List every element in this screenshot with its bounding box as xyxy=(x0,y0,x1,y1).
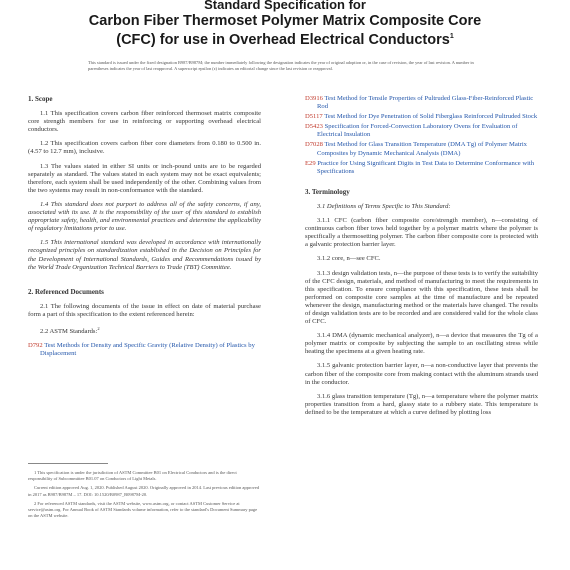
title-line-2: Carbon Fiber Thermoset Polymer Matrix Composite Core xyxy=(88,13,482,29)
para-3-1-1: 3.1.1 CFC (carbon fiber composite core/strength member), n—consisting of continuous carbon fiber tows held together by a polymer matrix where the polymer is specifically a thermosetting polymer. The carbon fiber composite core is protected with a galvanic protection barrier layer. xyxy=(305,217,538,249)
para-2-2 xyxy=(28,325,261,336)
para-2-1: 2.1 The following documents of the issue in effect on date of material purchase form a part of this specification to the extent referenced herein: xyxy=(28,302,261,318)
reference-title-link[interactable]: Test Method for Dye Penetration of Solid Fiberglass Reinforced Pultruded Stock xyxy=(324,113,538,121)
para-3-1-6: 3.1.6 glass transition temperature (Tg), n—a temperature where the polymer matrix properties transition from a hard, glassy state to a rubbery state. This temperature is defined to be the temperature at which a curve defined by plotting loss xyxy=(305,392,538,416)
footnotes xyxy=(28,470,261,522)
footnote-marker-2: 2 xyxy=(97,325,100,331)
para-2-2-text: 2.2 ASTM Standards: xyxy=(40,328,98,336)
para-3-1-3: 3.1.3 design validation tests, n—the purpose of these tests is to verify the suitability of the CFC design, materials, and method of manufacturing to meet the requirements in this specification. To ensure compliance with this specification, these tests shall be performed on composite core samples at the time of manufacture and be repeated whenever the design, manufacturing method or the materials have changed. The results of design validation tests are to be recorded and are considered valid for the whole class of CFC. xyxy=(305,269,538,326)
para-1-4: 1.4 This standard does not purport to address all of the safety concerns, if any, associated with its use. It is the responsibility of the user of this standard to establish appropriate safety, health, and environmental practices and determine the applicability of regulatory limitations prior to use. xyxy=(28,200,261,233)
para-3-1-5: 3.1.5 galvanic protection barrier layer, n—a non-conductive layer that prevents the carbon fiber of the composite core from making contact with the aluminum strands used in the conductor. xyxy=(305,362,538,386)
reference-item[interactable] xyxy=(305,160,538,176)
para-1-1: 1.1 This specification covers carbon fiber reinforced thermoset matrix composite core strength members for use in reinforcing or supporting overhead electrical conductors. xyxy=(28,110,261,134)
title-line-1: Standard Specification for xyxy=(204,0,366,12)
footnote-2: 2 For referenced ASTM standards, visit the ASTM website, www.astm.org, or contact ASTM Customer Service at service@astm.org. For Annual Book of ASTM Standards volume information, refer to the standard's Document Summary page on the ASTM website. xyxy=(28,500,258,519)
reference-item[interactable] xyxy=(305,113,538,121)
para-3-1-2: 3.1.2 core, n—see CFC. xyxy=(317,255,381,263)
reference-code[interactable]: D3916 xyxy=(305,95,323,102)
footnote-rule xyxy=(28,463,108,464)
para-3-1: 3.1 Definitions of Terms Specific to This Standard: xyxy=(317,202,451,210)
reference-code[interactable]: E29 xyxy=(305,159,316,167)
reference-title-link[interactable]: Test Method for Glass Transition Temperature (DMA Tg) of Polymer Matrix Composites by Dynamic Mechanical Analysis (DMA) xyxy=(317,141,527,157)
reference-code[interactable]: D792 xyxy=(28,342,43,350)
section-referenced-documents-heading: 2. Referenced Documents xyxy=(28,287,104,296)
spacer xyxy=(28,278,261,288)
left-column xyxy=(28,95,261,360)
reference-title-link[interactable]: Specification for Forced-Convection Laboratory Ovens for Evaluation of Electrical Insulation xyxy=(317,123,518,139)
reference-item[interactable] xyxy=(305,95,538,111)
reference-title-link[interactable]: Practice for Using Significant Digits in Test Data to Determine Conformance with Specifications xyxy=(317,159,535,175)
reference-code[interactable]: D5423 xyxy=(305,123,323,131)
footnote-1-edition: Current edition approved Aug. 1, 2020. Published August 2020. Originally approved in 2014. Last previous edition approved in 2017 as B987/B987M – 17. DOI: 10.1520/B0987_B0987M-20. xyxy=(28,485,260,497)
title-line-3 xyxy=(0,29,570,48)
title-block xyxy=(0,0,570,48)
reference-title-link[interactable]: Test Method for Tensile Properties of Pultruded Glass-Fiber-Reinforced Plastic Rod xyxy=(317,95,534,111)
reference-item[interactable] xyxy=(305,141,538,157)
title-line-3-text: (CFC) for use in Overhead Electrical Conductors xyxy=(116,31,450,48)
title-footnote-marker: 1 xyxy=(449,33,454,40)
para-1-2: 1.2 This specification covers carbon fiber core diameters from 0.180 to 0.500 in. (4.57 to 12.7 mm), inclusive. xyxy=(28,140,261,156)
footnote-1: 1 This specification is under the jurisdiction of ASTM Committee B01 on Electrical Conductors and is the direct responsibility of Subcommittee B01.07 on Conductors of Light Metals. xyxy=(28,470,237,482)
reference-title-link[interactable]: Test Methods for Density and Specific Gravity (Relative Density) of Plastics by Displacement xyxy=(40,342,255,358)
reference-code[interactable]: D5117 xyxy=(305,113,323,121)
section-terminology-heading: 3. Terminology xyxy=(305,187,350,196)
para-1-5: 1.5 This international standard was developed in accordance with internationally recognized principles on standardization established in the Decision on Principles for the Development of International Standards, Guides and Recommendations issued by the World Trade Organization Technical Barriers to Trade (TBT) Committee. xyxy=(28,239,261,271)
reference-code[interactable]: D7028 xyxy=(305,141,323,149)
reference-item[interactable] xyxy=(28,342,261,358)
para-1-3: 1.3 The values stated in either SI units or inch-pound units are to be regarded separately as standard. The values stated in each system may not be exact equivalents; therefore, each system shall be used independently of the other. Combining values from the two systems may result in non-conformance with the standard. xyxy=(28,162,261,194)
designation-note: This standard is issued under the fixed designation B987/B987M; the number immediately following the designation indicates the year of original adoption or, in the case of revision, the year of last revision. A number in parentheses indicates the year of last reapproval. A superscript epsilon (ε) indicates an editorial change since the last revision or reapproval. xyxy=(88,60,474,71)
spacer xyxy=(305,178,538,188)
para-3-1-4: 3.1.4 DMA (dynamic mechanical analyzer), n—a device that measures the Tg of a polymer matrix or composite by subjecting the sample to an oscillating stress while heating the specimens at a given heating rate. xyxy=(305,332,538,356)
right-column xyxy=(305,95,538,423)
section-scope-heading: 1. Scope xyxy=(28,95,53,103)
reference-item[interactable] xyxy=(305,123,538,139)
